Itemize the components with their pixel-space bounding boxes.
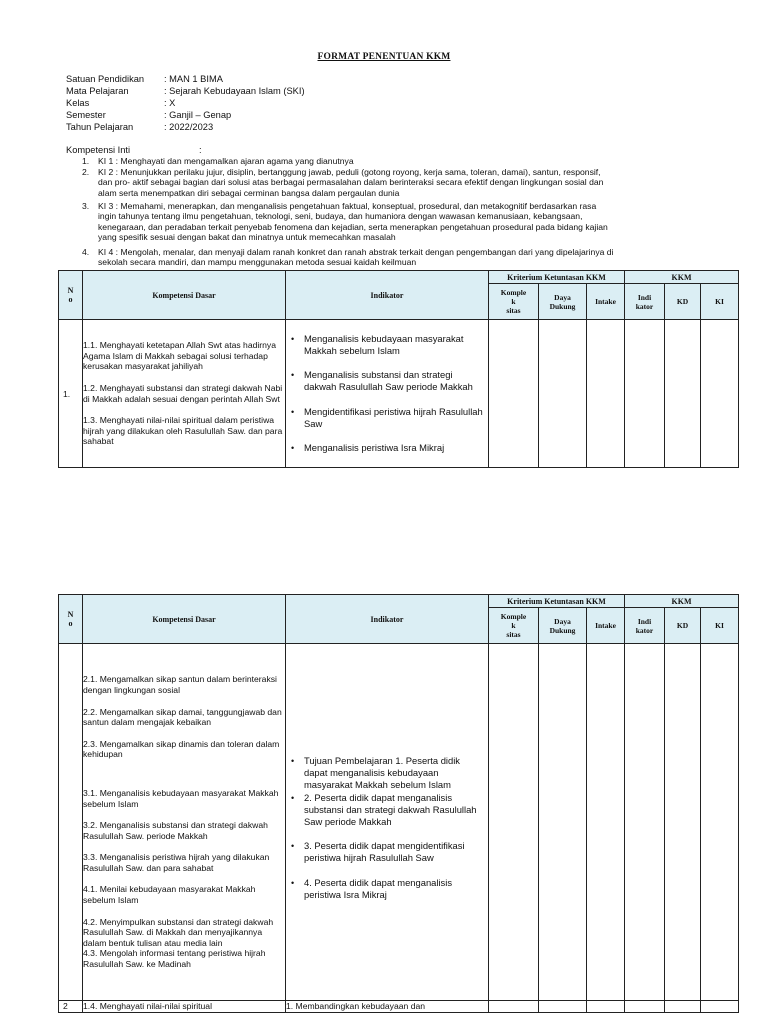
kkm-table-2 xyxy=(58,594,739,1013)
ki-line: KI 2 : Menunjukkan perilaku jujur, disiplin, bertanggung jawab, peduli (gotong royong, kerja sama, toleran, damai), santun, responsif, xyxy=(98,167,601,177)
header-line: kator xyxy=(635,625,654,635)
ki-line: KI 3 : Memahami, menerapkan, dan menganalisis pengetahuan faktual, konseptual, prosedural, dan metakognitif berdasarkan rasa xyxy=(98,201,597,211)
kd-item: 1.1. Menghayati ketetapan Allah Swt atas hadirnya Agama Islam di Makkah sebagai solusi terhadap kerusakan masyarakat jahiliyah xyxy=(83,340,277,372)
indikator-item: • Mengidentifikasi peristiwa hijrah Rasulullah Saw xyxy=(288,406,486,430)
ki-number: 2. xyxy=(82,167,90,177)
ki-item xyxy=(98,156,708,166)
daya-dukung-cell[interactable] xyxy=(539,644,587,1001)
info-value: : Ganjil – Genap xyxy=(164,110,232,120)
daya-dukung-cell[interactable] xyxy=(539,320,587,468)
header-daya-dukung xyxy=(539,608,587,644)
info-row xyxy=(66,98,176,110)
table-row xyxy=(59,1001,739,1013)
kd-item: 4.1. Menilai kebudayaan masyarakat Makkah sebelum Islam xyxy=(83,884,256,906)
kkm-indikator-cell[interactable] xyxy=(625,644,665,1001)
header-ki: KI xyxy=(701,284,739,320)
header-intake: Intake xyxy=(587,284,625,320)
header-kriteria: Kriterium Ketuntasan KKM xyxy=(489,595,625,608)
ki-item xyxy=(98,167,708,198)
ki-line: yang spesifik sesuai dengan bakat dan minatnya untuk memecahkan masalah xyxy=(98,232,396,243)
header-daya-dukung xyxy=(539,284,587,320)
ki-item xyxy=(98,247,708,268)
header-indikator: Indikator xyxy=(286,595,489,644)
header-line: Indi xyxy=(637,616,652,626)
info-label: Tahun Pelajaran xyxy=(66,122,134,132)
info-value: : MAN 1 BIMA xyxy=(164,74,223,84)
indikator-item: • 4. Peserta didik dapat menganalisis peristiwa Isra Mikraj xyxy=(288,877,486,901)
header-no-line: N xyxy=(67,286,74,295)
kd-item: 2.2. Mengamalkan sikap damai, tanggungjawab dan santun dalam mengajak kebaikan xyxy=(83,706,282,728)
header-no xyxy=(59,595,83,644)
kd-item: 4.3. Mengolah informasi tentang peristiwa hijrah Rasulullah Saw. ke Madinah xyxy=(83,948,266,970)
header-no-line: o xyxy=(68,295,73,304)
header-kkm: KKM xyxy=(625,271,739,284)
info-label: Mata Pelajaran xyxy=(66,86,129,96)
kd-item: 1.2. Menghayati substansi dan strategi dakwah Nabi di Makkah adalah sesuai dengan perintah Allah Swt xyxy=(83,382,283,404)
header-line: Komple xyxy=(500,612,527,621)
intake-cell[interactable] xyxy=(587,1001,625,1013)
intake-cell[interactable] xyxy=(587,644,625,1001)
header-indikator: Indikator xyxy=(286,271,489,320)
kompleksitas-cell[interactable] xyxy=(489,320,539,468)
ki-number: 3. xyxy=(82,201,90,211)
kd-cell xyxy=(83,320,286,468)
indikator-item: • 3. Peserta didik dapat mengidentifikasi peristiwa hijrah Rasulullah Saw xyxy=(288,840,486,864)
kkm-kd-cell[interactable] xyxy=(665,320,701,468)
header-kompetensi-dasar: Kompetensi Dasar xyxy=(83,595,286,644)
kkm-ki-cell[interactable] xyxy=(701,320,739,468)
ki-line: alam serta menempatkan diri sebagai cerminan bangsa dalam pergaulan dunia xyxy=(98,187,400,198)
kd-item: 2.1. Mengamalkan sikap santun dalam berinteraksi dengan lingkungan sosial xyxy=(83,674,277,695)
kkm-indikator-cell[interactable] xyxy=(625,320,665,468)
header-line: sitas xyxy=(506,630,521,639)
kd-item: 1.4. Menghayati nilai-nilai spiritual xyxy=(83,1001,212,1011)
ki-line: dan pro- aktif sebagai bagian dari solusi atas berbagai permasalahan dalam berinteraksi secara efektif dengan lingkungan sosial dan xyxy=(98,177,604,188)
header-line: kator xyxy=(635,301,654,311)
kompleksitas-cell[interactable] xyxy=(489,644,539,1001)
kkm-kd-cell[interactable] xyxy=(665,1001,701,1013)
indikator-item: • Menganalisis peristiwa Isra Mikraj xyxy=(288,442,486,454)
kkm-table-1 xyxy=(58,270,739,468)
row-number: 1. xyxy=(59,320,83,468)
info-row xyxy=(66,74,223,86)
kd-item: 2.3. Mengamalkan sikap dinamis dan toleran dalam kehidupan xyxy=(83,738,280,760)
info-label: Satuan Pendidikan xyxy=(66,74,145,84)
info-label: Semester xyxy=(66,110,106,120)
kkm-indikator-cell[interactable] xyxy=(625,1001,665,1013)
indikator-item: • 2. Peserta didik dapat menganalisis substansi dan strategi dakwah Rasulullah Saw periode Makkah xyxy=(288,792,486,829)
ki-line: ingin tahunya tentang ilmu pengetahuan, teknologi, seni, budaya, dan humaniora dengan wawasan kemanusiaan, kebangsaan, xyxy=(98,211,583,222)
info-value: : X xyxy=(164,98,176,108)
kkm-kd-cell[interactable] xyxy=(665,644,701,1001)
header-no-line: N xyxy=(67,610,74,619)
table-row xyxy=(59,320,739,468)
kd-item: 3.1. Menganalisis kebudayaan masyarakat Makkah sebelum Islam xyxy=(83,787,279,809)
info-row xyxy=(66,122,214,134)
header-kompleksitas xyxy=(489,284,539,320)
header-indikator-short xyxy=(625,284,665,320)
header-line: k xyxy=(511,297,516,306)
row-number: 2 xyxy=(59,1001,83,1013)
ki-heading-row xyxy=(66,145,202,157)
header-indikator-short xyxy=(625,608,665,644)
kd-item: 1.3. Menghayati nilai-nilai spiritual dalam peristiwa hijrah yang dilakukan oleh Rasulullah Saw. dan para sahabat xyxy=(83,415,283,447)
ki-line: KI 4 : Mengolah, menalar, dan menyaji dalam ranah konkret dan ranah abstrak terkait dengan pengembangan dari yang dipelajarinya di xyxy=(98,247,614,257)
kd-item: 3.3. Menganalisis peristiwa hijrah yang dilakukan Rasulullah Saw. dan para sahabat xyxy=(83,852,270,873)
indikator-item: • Menganalisis kebudayaan masyarakat Makkah sebelum Islam xyxy=(288,333,486,357)
info-value: : 2022/2023 xyxy=(164,122,214,132)
header-no xyxy=(59,271,83,320)
header-kd: KD xyxy=(665,284,701,320)
header-intake: Intake xyxy=(587,608,625,644)
ki-line: KI 1 : Menghayati dan mengamalkan ajaran agama yang dianutnya xyxy=(98,156,354,166)
header-no-line: o xyxy=(68,619,73,628)
header-line: Daya xyxy=(554,292,571,302)
kkm-ki-cell[interactable] xyxy=(701,644,739,1001)
header-ki: KI xyxy=(701,608,739,644)
ki-number: 1. xyxy=(82,156,90,166)
header-line: sitas xyxy=(506,306,521,315)
header-kkm: KKM xyxy=(625,595,739,608)
header-line: Komple xyxy=(500,288,527,297)
indikator-cell xyxy=(286,644,489,1001)
header-line: Daya xyxy=(554,616,571,626)
intake-cell[interactable] xyxy=(587,320,625,468)
header-kompetensi-dasar: Kompetensi Dasar xyxy=(83,271,286,320)
info-value: : Sejarah Kebudayaan Islam (SKI) xyxy=(164,86,305,96)
ki-heading-colon: : xyxy=(199,145,202,155)
indikator-item: • Tujuan Pembelajaran 1. Peserta didik dapat menganalisis kebudayaan masyarakat Makkah sebelum Islam xyxy=(288,755,486,792)
table-row xyxy=(59,644,739,1001)
header-line: Dukung xyxy=(549,301,576,311)
indikator-item: • Menganalisis substansi dan strategi dakwah Rasulullah Saw periode Makkah xyxy=(288,369,486,393)
info-row xyxy=(66,110,232,122)
document-title: FORMAT PENENTUAN KKM xyxy=(317,52,451,62)
info-label: Kelas xyxy=(66,98,90,108)
info-row xyxy=(66,86,305,98)
header-line: k xyxy=(511,621,516,630)
ki-number: 4. xyxy=(82,247,90,257)
indikator-cell xyxy=(286,320,489,468)
daya-dukung-cell[interactable] xyxy=(539,1001,587,1013)
ki-line: kenegaraan, dan peradaban terkait penyebab fenomena dan kejadian, serta menerapkan pengetahuan prosedural pada bidang kajian xyxy=(98,221,608,232)
kompleksitas-cell[interactable] xyxy=(489,1001,539,1013)
kd-cell xyxy=(83,1001,286,1013)
kd-item: 4.2. Menyimpulkan substansi dan strategi dakwah Rasulullah Saw. di Makkah dan menyajikannya dalam bentuk tulisan atau media lain xyxy=(83,916,274,948)
header-kriteria: Kriterium Ketuntasan KKM xyxy=(489,271,625,284)
header-line: Indi xyxy=(637,292,652,302)
kkm-ki-cell[interactable] xyxy=(701,1001,739,1013)
ki-line: sekolah secara mandiri, dan mampu menggunakan metoda sesuai kaidah keilmuan xyxy=(98,257,417,268)
ki-item xyxy=(98,201,708,243)
indikator-cell xyxy=(286,1001,489,1013)
indikator-item: 1. Membandingkan kebudayaan dan xyxy=(286,1001,426,1011)
header-kompleksitas xyxy=(489,608,539,644)
kd-cell xyxy=(83,644,286,1001)
row-number xyxy=(59,644,83,1001)
header-line: Dukung xyxy=(549,625,576,635)
ki-heading: Kompetensi Inti xyxy=(66,145,131,155)
header-kd: KD xyxy=(665,608,701,644)
kd-item: 3.2. Menganalisis substansi dan strategi dakwah Rasulullah Saw. periode Makkah xyxy=(83,820,268,841)
